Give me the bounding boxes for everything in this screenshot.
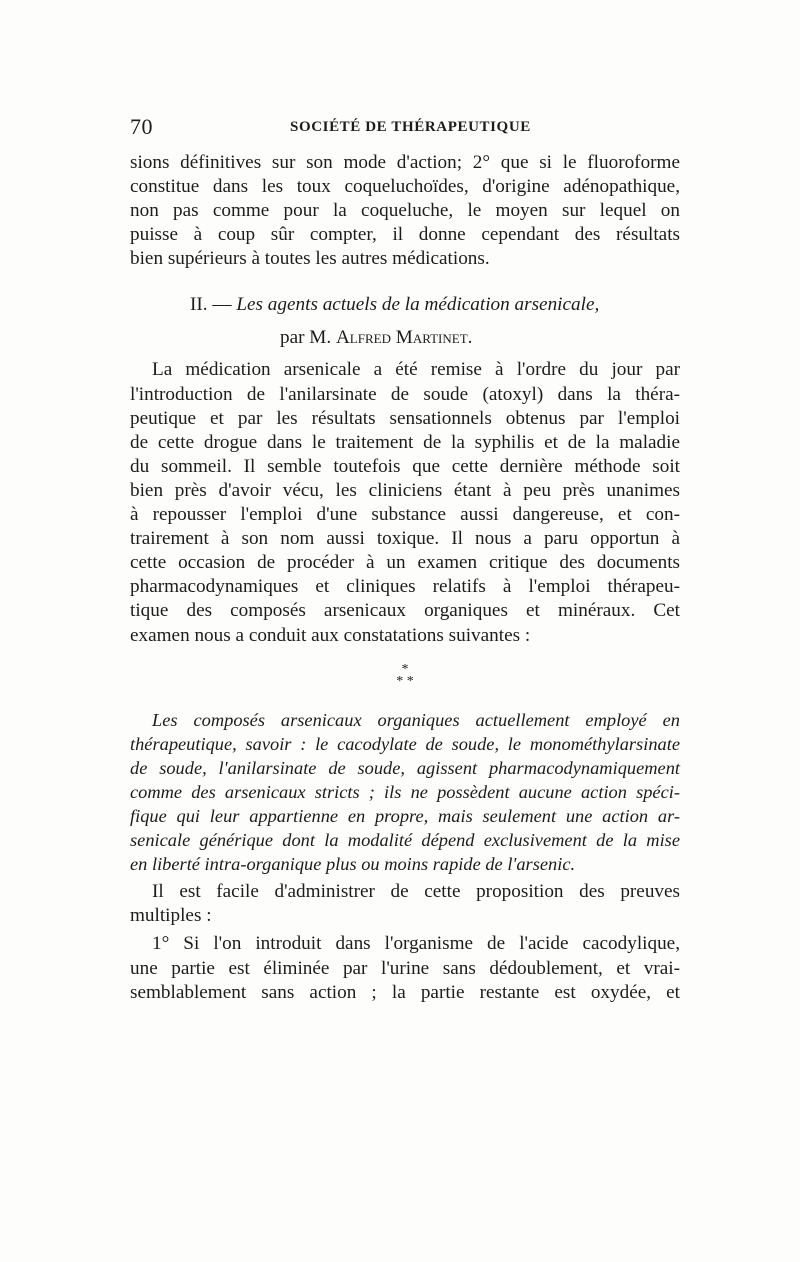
text-line: senicale générique dont la modalité dépend exclusivement de la mise — [130, 830, 680, 851]
text-line: bien près d'avoir vécu, les cliniciens étant à peu près unanimes — [130, 479, 680, 501]
text-line: de cette drogue dans le traitement de la syphilis et de la maladie — [130, 431, 680, 453]
text-line: comme des arsenicaux stricts ; ils ne possèdent aucune action spéci- — [130, 781, 680, 802]
asterism — [130, 660, 680, 690]
text-line: peutique et par les résultats sensationnels obtenus par l'emploi — [130, 407, 680, 429]
paragraph-fluoroforme — [130, 151, 680, 271]
page-body — [130, 151, 680, 1005]
section-title-line — [130, 293, 680, 317]
spacer — [130, 350, 680, 358]
author-name: Alfred Martinet. — [335, 327, 473, 349]
text-line: 1° Si l'on introduit dans l'organisme de l'acide cacodylique, — [152, 933, 680, 955]
text-line: La médication arsenicale a été remise à l'ordre du jour par — [152, 359, 680, 381]
text-line: semblablement sans action ; la partie restante est oxydée, et — [130, 981, 680, 1003]
page-header — [130, 114, 680, 142]
text-line: Les composés arsenicaux organiques actuellement employé en — [152, 709, 680, 730]
author-prefix: par M. — [280, 327, 332, 349]
asterism-bottom: * * — [396, 673, 414, 689]
section-heading — [130, 293, 680, 350]
text-line: thérapeutique, savoir : le cacodylate de soude, le monométhylarsinate — [130, 733, 680, 754]
spacer — [130, 317, 680, 326]
text-line: examen nous a conduit aux constatations suivantes : — [130, 624, 531, 646]
spacer — [130, 271, 680, 293]
text-line: Il est facile d'administrer de cette proposition des preuves — [152, 881, 680, 903]
asterism-top: * — [401, 661, 409, 677]
text-line: une partie est éliminée par l'urine sans dédoublement, et vrai- — [130, 957, 680, 979]
paragraph-medication-arsenicale — [130, 358, 680, 647]
spacer — [130, 648, 680, 660]
section-number: II. — — [190, 294, 232, 316]
text-line: constitue dans les toux coqueluchoïdes, d'origine adénopathique, — [130, 176, 680, 198]
section-title: Les agents actuels de la médication arsenicale, — [236, 294, 600, 316]
paragraph-preuves — [130, 880, 680, 928]
text-line: l'introduction de l'anilarsinate de soude (atoxyl) dans la théra- — [130, 383, 680, 405]
text-line: tique des composés arsenicaux organiques et minéraux. Cet — [130, 600, 680, 622]
text-line: du sommeil. Il semble toutefois que cette dernière méthode soit — [130, 455, 680, 477]
text-line: puisse à coup sûr compter, il donne cependant des résultats — [130, 224, 680, 246]
text-line: cette occasion de procéder à un examen critique des documents — [130, 552, 680, 574]
spacer — [130, 690, 680, 708]
text-line: sions définitives sur son mode d'action; 2° que si le fluoroforme — [130, 152, 680, 173]
text-line: à repousser l'emploi d'une substance aussi dangereuse, et con- — [130, 504, 680, 526]
text-line: non pas comme pour la coqueluche, le moyen sur lequel on — [130, 200, 680, 222]
italic-proposition — [130, 708, 680, 877]
text-line: en liberté intra-organique plus ou moins rapide de l'arsenic. — [130, 854, 576, 875]
text-line: trairement à son nom aussi toxique. Il nous a paru opportun à — [130, 528, 680, 550]
paragraph-acide-cacodylique — [130, 932, 680, 1004]
text-line: multiples : — [130, 905, 212, 927]
text-line: pharmacodynamiques et cliniques relatifs à l'emploi thérapeu- — [130, 576, 680, 598]
text-line: bien supérieurs à toutes les autres médications. — [130, 248, 490, 270]
text-line: de soude, l'anilarsinate de soude, agissent pharmacodynamiquement — [130, 757, 680, 778]
text-line: fique qui leur appartienne en propre, mais seulement une action ar- — [130, 805, 680, 826]
author-line — [130, 326, 680, 350]
running-head: SOCIÉTÉ DE THÉRAPEUTIQUE — [290, 119, 531, 135]
page-number: 70 — [130, 114, 153, 139]
